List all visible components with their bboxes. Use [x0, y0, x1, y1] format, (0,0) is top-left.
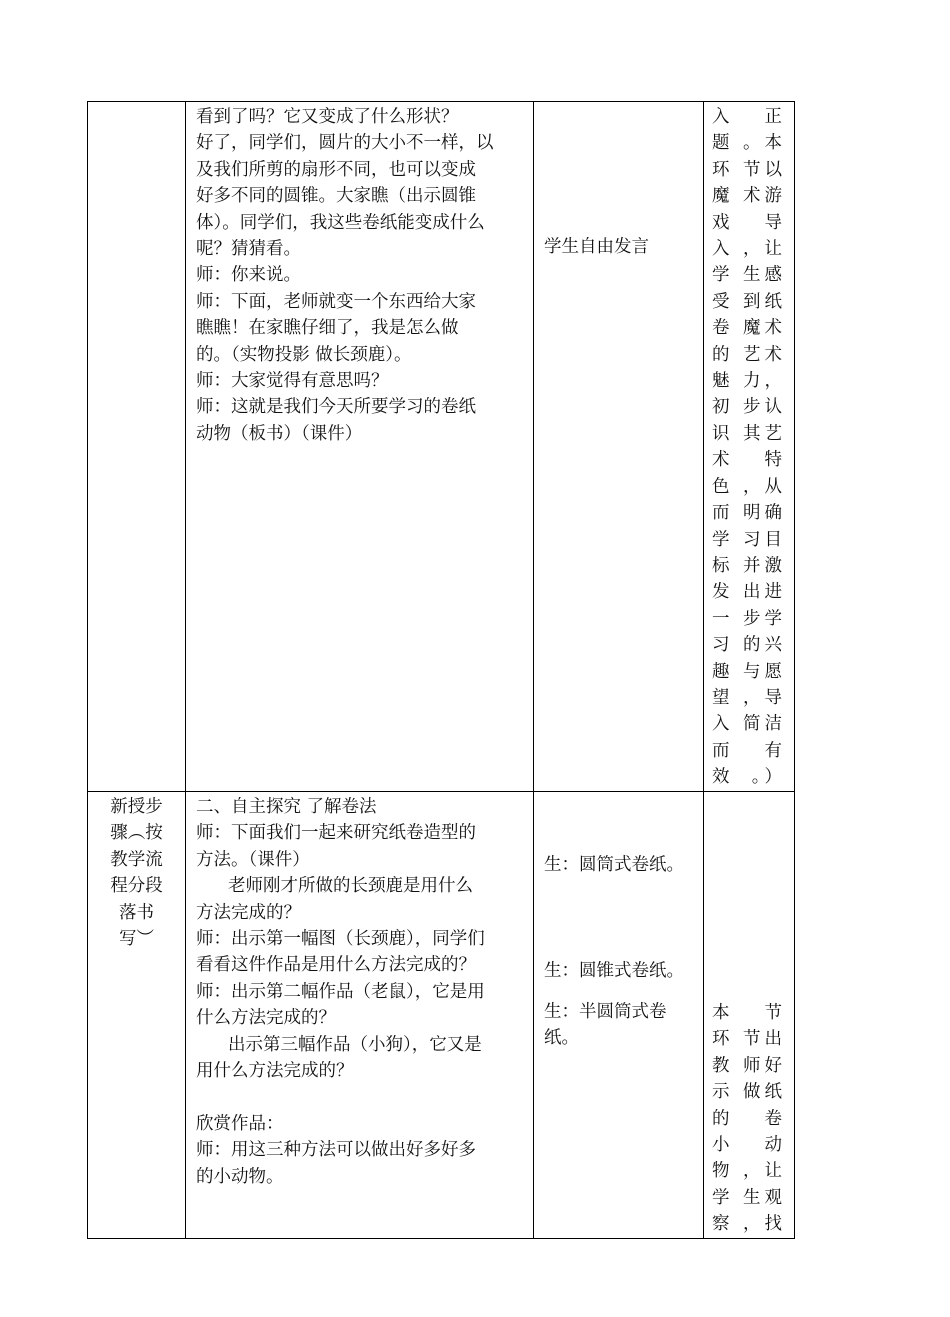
- text-line: [704, 500, 794, 526]
- text-segment: 。本: [743, 133, 786, 154]
- text-segment: 有: [764, 740, 786, 761]
- text-line: [704, 262, 794, 288]
- text-segment: 识: [712, 423, 730, 444]
- text-segment: 入: [712, 714, 730, 735]
- text-segment: 魅: [712, 371, 730, 392]
- lesson-plan-table: [87, 101, 795, 1239]
- text-line: [704, 1053, 794, 1079]
- text-line: 用什么方法完成的？: [196, 1061, 354, 1082]
- text-segment: 学: [712, 1187, 730, 1208]
- text-segment: 色: [712, 476, 730, 497]
- student-text: 学生自由发言: [544, 237, 649, 257]
- text-segment: 望: [712, 687, 730, 708]
- text-line: [704, 447, 794, 473]
- text-line: 看到了吗？它又变成了什么形状？: [196, 107, 459, 127]
- text-segment: ，找: [743, 1214, 786, 1235]
- text-segment: 师好: [743, 1055, 786, 1076]
- text-line: [704, 606, 794, 632]
- text-segment: 物: [712, 1161, 730, 1182]
- text-line: 程分段: [110, 876, 163, 897]
- text-segment: 效: [712, 767, 730, 788]
- text-line: [704, 1026, 794, 1052]
- text-segment: ，让: [743, 1161, 786, 1182]
- text-line: [704, 553, 794, 579]
- text-line: 新授步: [110, 797, 163, 817]
- text-segment: 导: [764, 212, 786, 233]
- text-line: 写︶: [119, 929, 154, 950]
- teacher-activity-cell: [186, 102, 534, 792]
- text-line: 师：大家觉得有意思吗？: [196, 371, 389, 392]
- text-line: 方法完成的？: [196, 902, 301, 923]
- text-segment: 简洁: [743, 714, 786, 735]
- text-line: [704, 632, 794, 658]
- text-line: 师：用这三种方法可以做出好多好多: [196, 1140, 476, 1161]
- text-segment: 的: [712, 344, 730, 365]
- text-line: 师：下面我们一起来研究纸卷造型的: [196, 823, 476, 844]
- text-line: [704, 685, 794, 711]
- text-line: 动物（板书）（课件）: [196, 423, 363, 444]
- text-segment: 趣: [712, 661, 730, 682]
- text-line: 出示第三幅作品（小狗），它又是: [228, 1034, 482, 1055]
- text-segment: 习目: [743, 529, 786, 550]
- text-segment: 学: [712, 265, 730, 286]
- text-line: [704, 1106, 794, 1132]
- text-line: [704, 1132, 794, 1158]
- text-segment: 节: [764, 1003, 786, 1023]
- text-segment: 示: [712, 1082, 730, 1103]
- text-line: [704, 1185, 794, 1211]
- text-line: 二、自主探究 了解卷法: [196, 797, 377, 817]
- text-line: 教学流: [110, 849, 163, 870]
- text-segment: 受: [712, 291, 730, 312]
- text-segment: 习: [712, 635, 730, 656]
- text-segment: 入: [712, 107, 730, 127]
- text-line: [704, 210, 794, 236]
- text-segment: 特: [764, 450, 786, 471]
- text-segment: 的兴: [743, 635, 786, 656]
- text-segment: 生感: [743, 265, 786, 286]
- text-line: [704, 368, 794, 394]
- student-text: 生：圆锥式卷纸。: [544, 961, 684, 982]
- table-row: [88, 792, 795, 1239]
- text-segment: 初: [712, 397, 730, 418]
- text-line: [704, 315, 794, 341]
- text-segment: 明确: [743, 503, 786, 524]
- text-line: [704, 342, 794, 368]
- text-line: [704, 104, 794, 130]
- text-segment: 术: [712, 450, 730, 471]
- table-row: [88, 102, 795, 792]
- text-segment: 并激: [743, 555, 786, 576]
- text-segment: ，导: [743, 687, 786, 708]
- text-line: 师：出示第一幅图（长颈鹿），同学们: [196, 929, 485, 950]
- text-segment: 戏: [712, 212, 730, 233]
- text-line: [704, 764, 794, 790]
- text-line: [704, 421, 794, 447]
- text-line: 看看这件作品是用什么方法完成的？: [196, 955, 476, 976]
- text-segment: ，从: [743, 476, 786, 497]
- text-segment: 艺术: [743, 344, 786, 365]
- text-segment: 出进: [743, 582, 786, 603]
- text-segment: 。）: [751, 767, 786, 788]
- text-line: [704, 236, 794, 262]
- text-line: [704, 659, 794, 685]
- text-line: 的。（实物投影 做长颈鹿）。: [196, 344, 412, 365]
- text-segment: 术游: [743, 186, 786, 207]
- text-line: 好多不同的圆锥。大家瞧（出示圆锥: [196, 186, 476, 207]
- text-segment: 学: [712, 529, 730, 550]
- text-segment: 卷: [712, 318, 730, 339]
- text-line: 好了，同学们，圆片的大小不一样，以: [196, 133, 494, 154]
- text-line: [704, 711, 794, 737]
- stage-cell: [88, 792, 186, 1239]
- text-segment: 小: [712, 1135, 730, 1156]
- student-text: 生：半圆筒式卷: [544, 1001, 667, 1022]
- text-line: [704, 527, 794, 553]
- text-line: 体）。同学们，我这些卷纸能变成什么: [196, 212, 485, 233]
- text-segment: 而: [712, 740, 730, 761]
- student-activity-cell: [534, 792, 704, 1239]
- text-line: 欣赏作品：: [196, 1113, 284, 1134]
- text-segment: 其艺: [743, 423, 786, 444]
- text-segment: 发: [712, 582, 730, 603]
- text-segment: 步学: [743, 608, 786, 629]
- text-segment: 到纸: [743, 291, 786, 312]
- text-line: [704, 289, 794, 315]
- text-line: [704, 1000, 794, 1026]
- text-segment: 卷: [764, 1108, 786, 1129]
- text-line: 老师刚才所做的长颈鹿是用什么: [228, 876, 473, 897]
- text-segment: 魔: [712, 186, 730, 207]
- text-line: [704, 1211, 794, 1237]
- text-segment: 环: [712, 159, 730, 180]
- text-line: [704, 1158, 794, 1184]
- text-line: 师：这就是我们今天所要学习的卷纸: [196, 397, 476, 418]
- text-line: 什么方法完成的？: [196, 1008, 336, 1029]
- text-segment: 正: [764, 107, 786, 127]
- text-line: [704, 130, 794, 156]
- teacher-activity-cell: [186, 792, 534, 1239]
- text-line: [704, 738, 794, 764]
- text-line: 师：出示第二幅作品（老鼠），它是用: [196, 981, 485, 1002]
- stage-cell: [88, 102, 186, 792]
- student-text: 纸。: [544, 1028, 579, 1049]
- text-segment: ，让: [743, 239, 786, 260]
- design-intent-cell: [704, 792, 795, 1239]
- text-line: 瞧瞧！在家瞧仔细了，我是怎么做: [196, 318, 459, 339]
- text-segment: 教: [712, 1055, 730, 1076]
- text-segment: 力，: [743, 371, 786, 392]
- text-line: 的小动物。: [196, 1166, 284, 1187]
- text-line: [704, 394, 794, 420]
- text-line: 及我们所剪的扇形不同，也可以变成: [196, 159, 476, 180]
- text-segment: 动: [764, 1135, 786, 1156]
- text-segment: 标: [712, 555, 730, 576]
- text-segment: 生观: [743, 1187, 786, 1208]
- text-line: 落书: [119, 902, 154, 923]
- text-segment: 魔术: [743, 318, 786, 339]
- student-activity-cell: [534, 102, 704, 792]
- text-line: 师：下面，老师就变一个东西给大家: [196, 291, 476, 312]
- text-segment: 步认: [743, 397, 786, 418]
- text-segment: 节以: [743, 159, 786, 180]
- text-segment: 入: [712, 239, 730, 260]
- text-line: [704, 157, 794, 183]
- text-segment: 的: [712, 1108, 730, 1129]
- text-segment: 环: [712, 1029, 730, 1050]
- text-line: [704, 183, 794, 209]
- text-line: [704, 579, 794, 605]
- text-line: [704, 1079, 794, 1105]
- text-segment: 题: [712, 133, 730, 154]
- text-segment: 察: [712, 1214, 730, 1235]
- design-intent-cell: [704, 102, 795, 792]
- text-line: 师：你来说。: [196, 265, 301, 286]
- text-line: [186, 1084, 533, 1110]
- text-segment: 一: [712, 608, 730, 629]
- text-segment: 本: [712, 1003, 730, 1023]
- text-line: 骤︵按: [110, 823, 163, 844]
- text-line: 呢？猜猜看。: [196, 239, 301, 260]
- text-line: 方法。（课件）: [196, 849, 310, 870]
- text-segment: 与愿: [743, 661, 786, 682]
- text-line: [704, 474, 794, 500]
- text-segment: 而: [712, 503, 730, 524]
- text-segment: 节出: [743, 1029, 786, 1050]
- text-segment: 做纸: [743, 1082, 786, 1103]
- student-text: 生：圆筒式卷纸。: [544, 855, 684, 875]
